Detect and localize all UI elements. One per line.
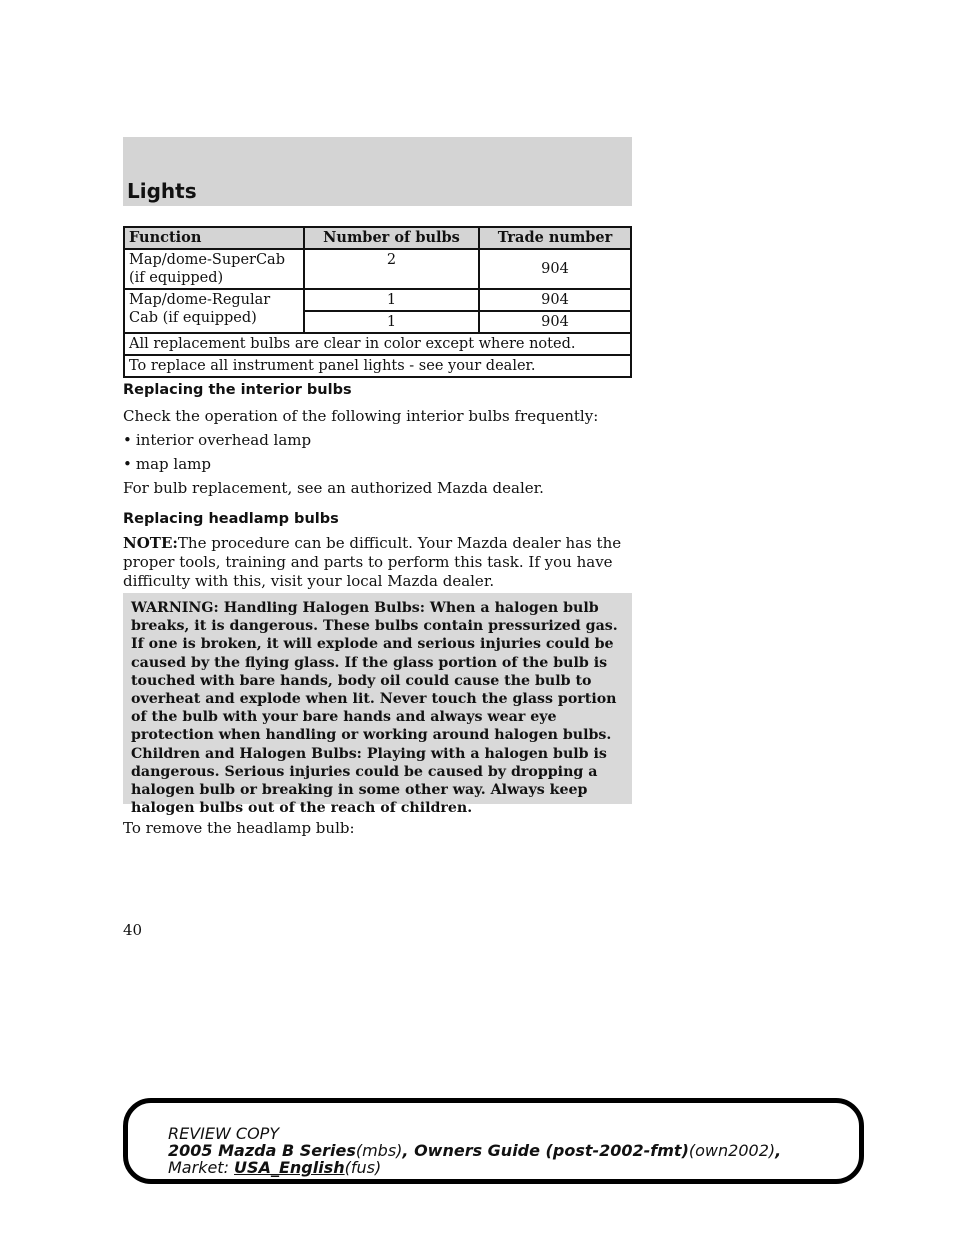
- table-cell: Map/dome-SuperCab (if equipped): [124, 249, 304, 289]
- model-name: 2005 Mazda B Series: [168, 1141, 356, 1160]
- note-text: The procedure can be difficult. Your Mazda dealer has the proper tools, training and parts to perform this task. If you have difficulty with this, visit your local Mazda dealer.: [123, 534, 622, 590]
- table-row: [124, 249, 631, 289]
- bulb-table: [123, 226, 632, 378]
- bullet-item: • map lamp: [123, 455, 638, 474]
- note-label: NOTE:: [123, 534, 178, 552]
- market-value: USA_English: [234, 1158, 345, 1177]
- table-note-row: [124, 355, 631, 377]
- column-header: Trade number: [479, 227, 631, 249]
- bullet-item: • interior overhead lamp: [123, 431, 638, 450]
- table-note: To replace all instrument panel lights - see your dealer.: [124, 355, 631, 377]
- market-code: (fus): [344, 1158, 382, 1177]
- table-cell: 1: [304, 311, 479, 333]
- warning-halogen-handling: WARNING: Handling Halogen Bulbs: When a halogen bulb breaks, it is dangerous. These bulbs contain pressurized gas. If one is broken, it will explode and serious injuries could be caused by the flying glass. If the glass portion of the bulb is touched with bare hands, body oil could cause the bulb to overheat and explode when lit. Never touch the glass portion of the bulb with your bare hands and always wear eye protection when handling or working around halogen bulbs.: [131, 600, 618, 744]
- review-copy-text: [168, 1125, 781, 1176]
- review-copy-box: [123, 1098, 864, 1184]
- table-note-row: [124, 333, 631, 355]
- table-header-row: [124, 227, 631, 249]
- interior-heading: Replacing the interior bulbs: [123, 382, 352, 398]
- column-header: Function: [124, 227, 304, 249]
- table-cell: Map/dome-Regular Cab (if equipped): [124, 289, 304, 333]
- page-number: 40: [123, 921, 143, 939]
- remove-instruction: To remove the headlamp bulb:: [123, 819, 355, 837]
- table-row: [124, 289, 631, 311]
- separator: ,: [775, 1141, 782, 1160]
- warning-halogen-children: Children and Halogen Bulbs: Playing with a halogen bulb is dangerous. Serious injuries could be caused by dropping a halogen bulb or breaking in some other way. Always keep halogen bulbs out of the reach of children.: [131, 745, 607, 817]
- warning-text: [131, 599, 626, 817]
- interior-intro: Check the operation of the following interior bulbs frequently:: [123, 407, 599, 425]
- table-cell: 1: [304, 289, 479, 311]
- section-header: [123, 137, 632, 206]
- table-cell: 904: [479, 311, 631, 333]
- review-copy-market-line: [168, 1159, 781, 1176]
- interior-after: For bulb replacement, see an authorized Mazda dealer.: [123, 479, 544, 497]
- market-label: Market:: [168, 1158, 235, 1177]
- table-cell: 904: [479, 289, 631, 311]
- table-cell: 2: [304, 249, 479, 289]
- review-copy-label: REVIEW COPY: [168, 1124, 280, 1143]
- headlamp-note: [123, 534, 638, 591]
- guide-code: (own2002): [688, 1141, 776, 1160]
- guide-name: Owners Guide (post-2002-fmt): [414, 1141, 689, 1160]
- warning-box: [123, 593, 632, 817]
- review-copy-model-line: [168, 1142, 781, 1159]
- table-note: All replacement bulbs are clear in color except where noted.: [124, 333, 631, 355]
- separator: ,: [402, 1141, 415, 1160]
- model-code: (mbs): [355, 1141, 403, 1160]
- headlamp-heading: Replacing headlamp bulbs: [123, 511, 339, 527]
- section-title: Lights: [127, 179, 197, 203]
- column-header: Number of bulbs: [304, 227, 479, 249]
- table-cell: 904: [479, 249, 631, 289]
